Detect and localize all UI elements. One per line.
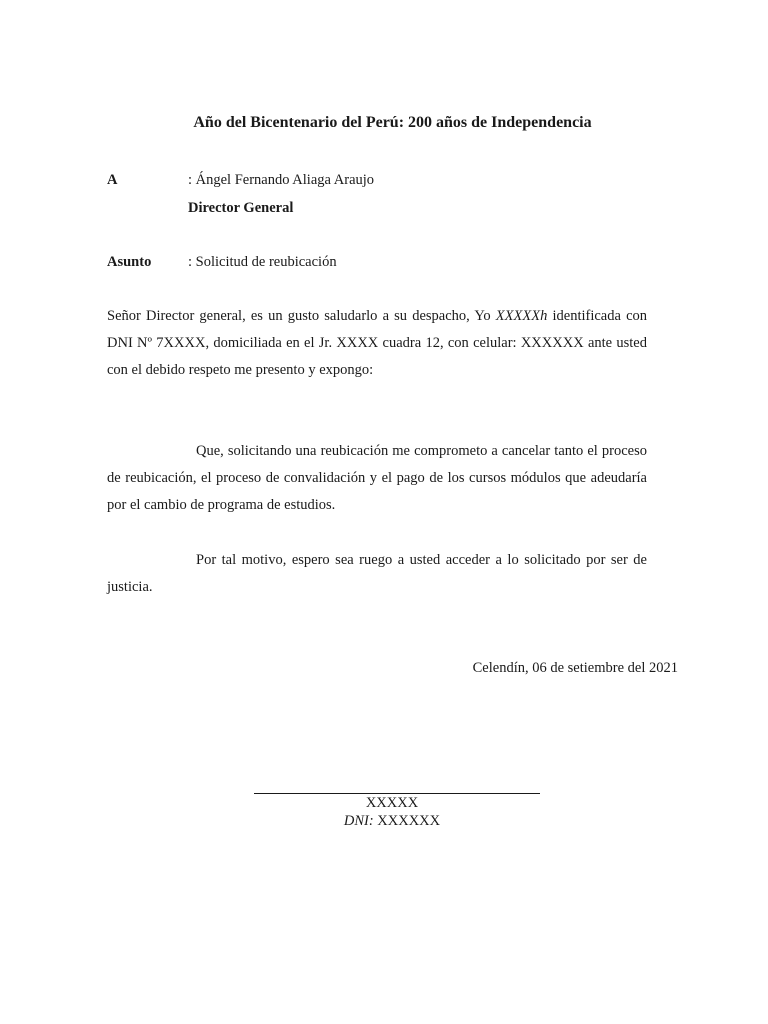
place-date: Celendín, 06 de setiembre del 2021 bbox=[472, 660, 678, 676]
addressee-name: : Ángel Fernando Aliaga Araujo bbox=[188, 172, 375, 188]
addressee-label: A bbox=[107, 172, 118, 188]
dni-value: XXXXXX bbox=[373, 813, 441, 829]
signature-name: XXXXX bbox=[365, 795, 419, 811]
dni-label: DNI: bbox=[343, 813, 374, 829]
applicant-name: XXXXXh bbox=[495, 308, 548, 324]
subject-label: Asunto bbox=[107, 254, 152, 270]
signature-dni bbox=[254, 813, 530, 830]
subject-value: : Solicitud de reubicación bbox=[188, 254, 337, 270]
signature-line bbox=[254, 793, 540, 794]
addressee-role: Director General bbox=[188, 200, 294, 216]
intro-end: identificada con DNI Nº 7XXXX, domiciliada en el Jr. XXXX cuadra 12, con celular: XXXXXX ante usted con el debido respeto me presento y expongo: bbox=[107, 308, 648, 378]
request-paragraph: Que, solicitando una reubicación me comprometo a cancelar tanto el proceso de reubicación, el proceso de convalidación y el pago de los cursos módulos que adeudaría por el cambio de programa de estudios. bbox=[107, 443, 647, 513]
intro-paragraph bbox=[107, 303, 647, 384]
intro-start: Señor Director general, es un gusto saludarlo a su despacho, Yo bbox=[107, 308, 496, 324]
document-title: Año del Bicentenario del Perú: 200 años de Independencia bbox=[193, 114, 592, 131]
closing-paragraph: Por tal motivo, espero sea ruego a usted acceder a lo solicitado por ser de justicia. bbox=[107, 552, 647, 595]
